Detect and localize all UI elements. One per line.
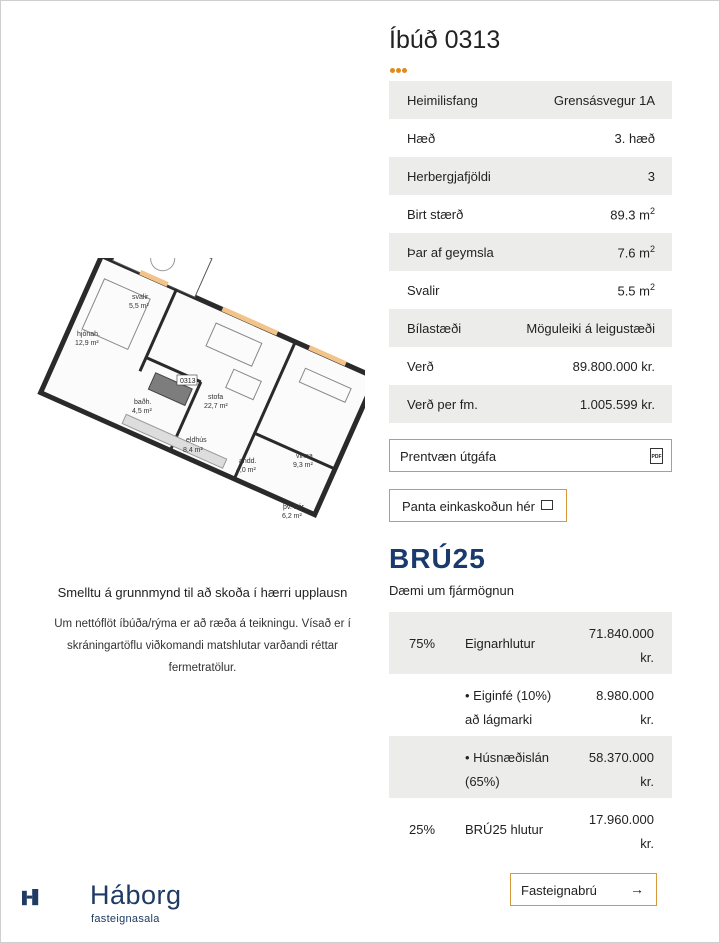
info-value: 3 [507,157,672,195]
info-row [389,195,672,233]
info-value: Möguleiki á leigustæði [507,309,672,347]
financing-percent: 25% [409,822,436,837]
floorplan-note: Um nettóflöt íbúða/rýma er að ræða á teikningu. Vísað er í skráningartöflu viðkomandi matshlutar varðandi réttar fermetratölur. [54,618,351,674]
room-label: svalir [132,294,149,301]
info-label: Hæð [407,130,436,146]
info-row [389,309,672,347]
room-area: 9,3 m² [293,462,313,469]
financing-amount: 17.960.000 kr. [588,812,654,851]
financing-amount: 58.370.000 kr. [588,750,654,789]
info-label: Svalir [407,282,440,298]
info-value: Grensásvegur 1A [507,81,672,119]
info-label: Birt stærð [407,206,464,222]
room-label: vinna [296,453,313,460]
arrow-right-icon: → [630,881,644,897]
info-row [389,157,672,195]
financing-percent: 75% [409,636,436,651]
envelope-icon [541,500,553,510]
room-area: 22,7 m² [204,403,228,410]
info-row [389,347,672,385]
book-viewing-label: Panta einkaskoðun hér [402,499,535,514]
financing-table [389,612,672,860]
financing-label: • Húsnæðislán (65%) [465,750,550,789]
financing-amount: 71.840.000 kr. [588,626,654,665]
book-viewing-button[interactable] [389,489,567,522]
room-area: 12,9 m² [75,340,99,347]
info-label: Bílastæði [389,309,507,347]
financing-amount: 8.980.000 kr. [596,688,654,727]
haborg-logo[interactable] [22,868,82,928]
print-version-label: Prentvæn útgáfa [400,449,497,464]
pdf-icon: PDF [650,448,663,464]
info-row [389,81,672,119]
info-label: Herbergjafjöldi [389,157,507,195]
room-area: 5,5 m² [129,303,149,310]
info-row [389,271,672,309]
apartment-info-table [389,81,672,423]
title-accent-dots [390,60,408,78]
room-label: eldhús [186,437,207,444]
room-label: baðh. [134,399,152,406]
financing-row [389,674,672,736]
room-label: andd. [239,458,257,465]
logo-bar-left [22,891,27,905]
dot-icon [390,68,395,73]
room-label: þv. búr [283,504,304,511]
info-value: 89.3 $m^2$ [610,205,655,223]
info-row [389,233,672,271]
room-area: 6,2 m² [282,513,302,520]
info-row [389,119,672,157]
room-area: 8,4 m² [183,447,203,454]
financing-row [389,798,672,860]
info-label: Heimilisfang [389,81,507,119]
financing-label: • Eiginfé (10%) að lágmarki [465,688,552,727]
info-row [389,385,672,423]
info-label: Þar af geymsla [389,233,507,271]
info-value: 7.6 $m^2$ [507,233,672,271]
apartment-title: Íbúð 0313 [389,26,501,54]
info-value: 1.005.599 kr. [507,385,672,423]
info-value: 5.5 $m^2$ [617,281,655,299]
financing-label: Eignarhlutur [465,636,536,651]
financing-label: BRÚ25 hlutur [465,822,544,837]
apartment-outline [41,258,365,515]
brand-name: Háborg [90,880,182,910]
info-label: Verð per fm. [389,385,507,423]
logo-crossbar [27,896,32,899]
room-label: stofa [208,394,224,401]
info-label: Verð [407,358,434,374]
room-area: 4,5 m² [132,408,152,415]
room-area: 4,0 m² [236,467,256,474]
unit-number: 0313 [180,378,196,385]
room-label: hjónah. [77,331,100,338]
financing-subtitle: Dæmi um fjármögnun [389,583,514,598]
floorplan-image[interactable] [30,258,365,558]
floorplan-caption: Smelltu á grunnmynd til að skoða í hærri upplausn [57,585,348,600]
info-value: 89.800.000 kr. [572,358,655,374]
brand-subtitle: fasteignasala [91,913,160,925]
dot-icon [402,68,407,73]
info-value: 3. hæð [614,130,655,146]
print-version-button[interactable] [389,439,672,472]
financing-row [389,612,672,674]
bru25-logo: BRÚ25 [389,543,486,574]
financing-row [389,736,672,798]
fasteignabru-label: Fasteignabrú [521,883,597,898]
logo-bar-right [32,889,38,905]
dot-icon [396,68,401,73]
fasteignabru-button[interactable] [510,873,657,906]
